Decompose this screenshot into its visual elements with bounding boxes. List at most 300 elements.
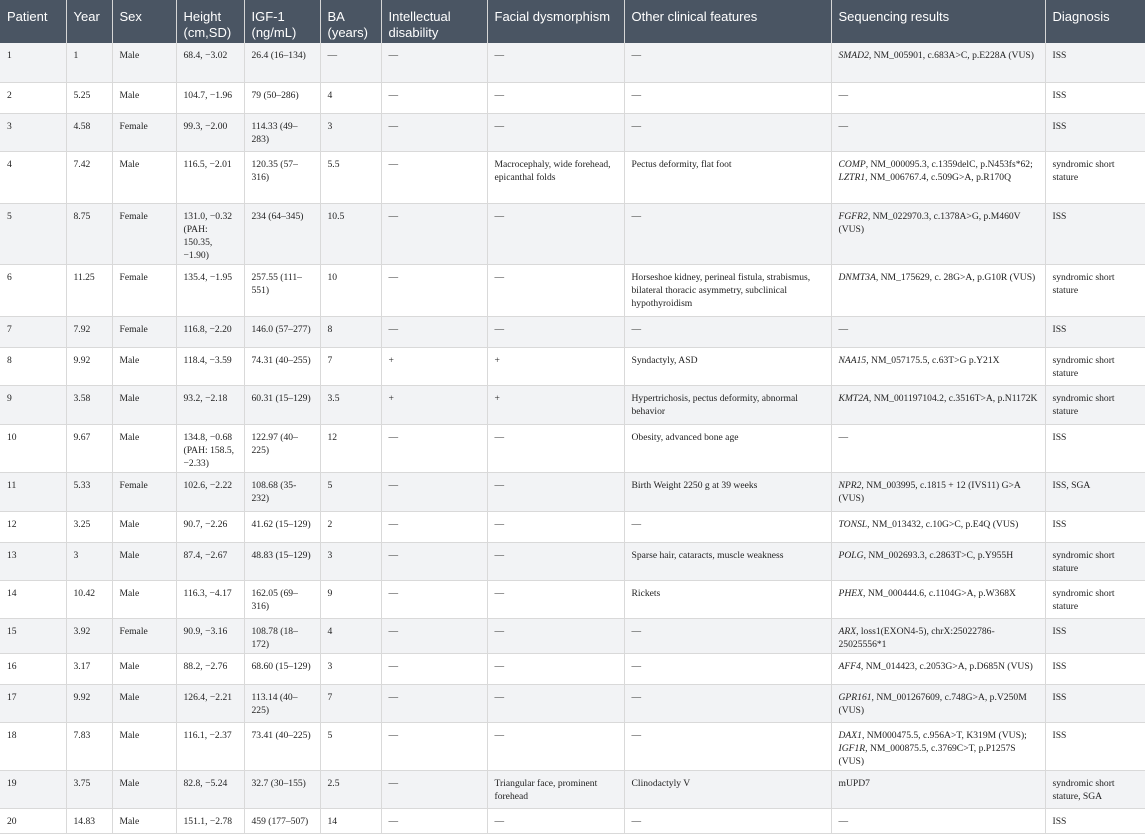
sequencing-results-cell bbox=[831, 264, 1045, 316]
facial-dysmorphism-cell: — bbox=[487, 316, 624, 347]
facial-dysmorphism-cell: — bbox=[487, 43, 624, 82]
table-row bbox=[0, 808, 1145, 833]
variant-entry bbox=[839, 432, 849, 443]
intellectual-disability-cell: — bbox=[381, 653, 487, 684]
other-features-cell: — bbox=[624, 43, 831, 82]
intellectual-disability-cell: — bbox=[381, 316, 487, 347]
variant-entry bbox=[839, 743, 1016, 767]
patient-cell: 3 bbox=[0, 113, 66, 151]
patient-cell: 11 bbox=[0, 472, 66, 511]
facial-dysmorphism-cell: — bbox=[487, 618, 624, 653]
table-body bbox=[0, 43, 1145, 833]
sex-cell: Male bbox=[112, 770, 176, 808]
column-header: Height (cm,SD) bbox=[176, 0, 244, 43]
igf1-cell: 146.0 (57–277) bbox=[244, 316, 320, 347]
diagnosis-cell: ISS, SGA bbox=[1045, 472, 1145, 511]
diagnosis-cell: ISS bbox=[1045, 316, 1145, 347]
intellectual-disability-cell: — bbox=[381, 43, 487, 82]
variant-detail: , NM_000875.5, c.3769C>T, p.P1257S (VUS) bbox=[838, 742, 1016, 767]
height-cell: 116.1, −2.37 bbox=[176, 722, 244, 770]
sex-cell: Male bbox=[112, 722, 176, 770]
sequencing-results-cell bbox=[831, 43, 1045, 82]
gene-symbol: NPR2 bbox=[838, 479, 862, 491]
height-cell: 90.9, −3.16 bbox=[176, 618, 244, 653]
variant-entry bbox=[839, 50, 1034, 61]
ba-cell: 2 bbox=[320, 511, 381, 542]
year-cell: 14.83 bbox=[66, 808, 112, 833]
ba-cell: 10.5 bbox=[320, 203, 381, 264]
year-cell: 5.33 bbox=[66, 472, 112, 511]
facial-dysmorphism-cell: — bbox=[487, 203, 624, 264]
igf1-cell: 114.33 (49–283) bbox=[244, 113, 320, 151]
facial-dysmorphism-cell: — bbox=[487, 424, 624, 472]
column-header: BA (years) bbox=[320, 0, 381, 43]
variant-detail: , NM_003995, c.1815 + 12 (IVS11) G>A (VUS) bbox=[838, 479, 1021, 504]
variant-detail: , NM_000444.6, c.1104G>A, p.W368X bbox=[863, 587, 1016, 599]
other-features-cell: Sparse hair, cataracts, muscle weakness bbox=[624, 542, 831, 580]
table-row bbox=[0, 770, 1145, 808]
facial-dysmorphism-cell: — bbox=[487, 684, 624, 722]
table-row bbox=[0, 580, 1145, 618]
patient-cell: 19 bbox=[0, 770, 66, 808]
sex-cell: Male bbox=[112, 542, 176, 580]
intellectual-disability-cell: — bbox=[381, 770, 487, 808]
height-cell: 68.4, −3.02 bbox=[176, 43, 244, 82]
table-row bbox=[0, 264, 1145, 316]
igf1-cell: 108.78 (18–172) bbox=[244, 618, 320, 653]
height-cell: 116.5, −2.01 bbox=[176, 151, 244, 203]
diagnosis-cell: ISS bbox=[1045, 511, 1145, 542]
other-features-cell: — bbox=[624, 316, 831, 347]
column-header: Patient bbox=[0, 0, 66, 43]
sequencing-results-cell bbox=[831, 347, 1045, 385]
sex-cell: Male bbox=[112, 347, 176, 385]
patient-cell: 20 bbox=[0, 808, 66, 833]
table-row bbox=[0, 511, 1145, 542]
igf1-cell: 234 (64–345) bbox=[244, 203, 320, 264]
ba-cell: 3 bbox=[320, 113, 381, 151]
column-header: Facial dysmorphism bbox=[487, 0, 624, 43]
igf1-cell: 122.97 (40–225) bbox=[244, 424, 320, 472]
intellectual-disability-cell: — bbox=[381, 264, 487, 316]
igf1-cell: 73.41 (40–225) bbox=[244, 722, 320, 770]
year-cell: 9.67 bbox=[66, 424, 112, 472]
height-cell: 99.3, −2.00 bbox=[176, 113, 244, 151]
igf1-cell: 459 (177–507) bbox=[244, 808, 320, 833]
diagnosis-cell: ISS bbox=[1045, 618, 1145, 653]
other-features-cell: Pectus deformity, flat foot bbox=[624, 151, 831, 203]
year-cell: 3.58 bbox=[66, 385, 112, 424]
year-cell: 11.25 bbox=[66, 264, 112, 316]
diagnosis-cell: ISS bbox=[1045, 82, 1145, 113]
facial-dysmorphism-cell: — bbox=[487, 472, 624, 511]
other-features-cell: — bbox=[624, 618, 831, 653]
ba-cell: 7 bbox=[320, 684, 381, 722]
other-features-cell: — bbox=[624, 113, 831, 151]
patient-cell: 10 bbox=[0, 424, 66, 472]
year-cell: 7.83 bbox=[66, 722, 112, 770]
facial-dysmorphism-cell: — bbox=[487, 722, 624, 770]
intellectual-disability-cell: — bbox=[381, 472, 487, 511]
facial-dysmorphism-cell: + bbox=[487, 347, 624, 385]
ba-cell: 4 bbox=[320, 82, 381, 113]
year-cell: 3.75 bbox=[66, 770, 112, 808]
sequencing-results-cell bbox=[831, 722, 1045, 770]
variant-entry bbox=[839, 550, 1014, 561]
diagnosis-cell: syndromic short stature bbox=[1045, 151, 1145, 203]
variant-detail: , NM_000095.3, c.1359delC, p.N453fs*62; bbox=[865, 158, 1033, 170]
height-cell: 93.2, −2.18 bbox=[176, 385, 244, 424]
column-header: Diagnosis bbox=[1052, 9, 1110, 24]
column-header: Sequencing results bbox=[831, 0, 1045, 43]
variant-entry bbox=[839, 121, 849, 132]
igf1-cell: 68.60 (15–129) bbox=[244, 653, 320, 684]
year-cell: 10.42 bbox=[66, 580, 112, 618]
height-cell: 82.8, −5.24 bbox=[176, 770, 244, 808]
sex-cell: Female bbox=[112, 316, 176, 347]
height-cell: 88.2, −2.76 bbox=[176, 653, 244, 684]
intellectual-disability-cell: — bbox=[381, 424, 487, 472]
patient-cell: 5 bbox=[0, 203, 66, 264]
height-cell: 151.1, −2.78 bbox=[176, 808, 244, 833]
patient-cell: 7 bbox=[0, 316, 66, 347]
variant-entry bbox=[839, 355, 1000, 366]
other-features-cell: Syndactyly, ASD bbox=[624, 347, 831, 385]
diagnosis-cell: syndromic short stature bbox=[1045, 347, 1145, 385]
sequencing-results-cell bbox=[831, 316, 1045, 347]
ba-cell: 3 bbox=[320, 653, 381, 684]
sequencing-results-cell bbox=[831, 808, 1045, 833]
table-row bbox=[0, 82, 1145, 113]
variant-detail: , NM_013432, c.10G>C, p.E4Q (VUS) bbox=[867, 518, 1019, 530]
sex-cell: Male bbox=[112, 424, 176, 472]
facial-dysmorphism-cell: — bbox=[487, 580, 624, 618]
height-cell: 116.8, −2.20 bbox=[176, 316, 244, 347]
variant-detail: , NM_022970.3, c.1378A>G, p.M460V (VUS) bbox=[838, 210, 1021, 235]
variant-entry bbox=[839, 211, 1021, 235]
gene-symbol: DNMT3A bbox=[838, 271, 876, 283]
variant-detail: , NM000475.5, c.956A>T, K319M (VUS); bbox=[861, 729, 1027, 741]
patient-cell: 9 bbox=[0, 385, 66, 424]
year-cell: 1 bbox=[66, 43, 112, 82]
ba-cell: 5 bbox=[320, 472, 381, 511]
facial-dysmorphism-cell: Triangular face, prominent forehead bbox=[487, 770, 624, 808]
table-row bbox=[0, 424, 1145, 472]
sequencing-results-cell bbox=[831, 82, 1045, 113]
patient-cell: 4 bbox=[0, 151, 66, 203]
year-cell: 8.75 bbox=[66, 203, 112, 264]
sequencing-results-cell bbox=[831, 580, 1045, 618]
column-header: Sex bbox=[112, 0, 176, 43]
other-features-cell: — bbox=[624, 684, 831, 722]
sex-cell: Female bbox=[112, 472, 176, 511]
intellectual-disability-cell: — bbox=[381, 722, 487, 770]
variant-entry bbox=[839, 324, 849, 335]
diagnosis-cell: ISS bbox=[1045, 684, 1145, 722]
sequencing-results-cell bbox=[831, 113, 1045, 151]
year-cell: 3 bbox=[66, 542, 112, 580]
diagnosis-cell: ISS bbox=[1045, 203, 1145, 264]
variant-detail: — bbox=[838, 89, 849, 101]
year-cell: 5.25 bbox=[66, 82, 112, 113]
gene-symbol: IGF1R bbox=[838, 742, 866, 754]
patient-cell: 2 bbox=[0, 82, 66, 113]
sequencing-results-cell bbox=[831, 684, 1045, 722]
facial-dysmorphism-cell: — bbox=[487, 113, 624, 151]
variant-entry bbox=[839, 692, 1027, 716]
sex-cell: Male bbox=[112, 808, 176, 833]
facial-dysmorphism-cell: Macrocephaly, wide forehead, epicanthal folds bbox=[487, 151, 624, 203]
diagnosis-cell: syndromic short stature bbox=[1045, 580, 1145, 618]
table-row bbox=[0, 316, 1145, 347]
igf1-cell: 79 (50–286) bbox=[244, 82, 320, 113]
variant-detail: — bbox=[838, 120, 849, 132]
height-cell: 135.4, −1.95 bbox=[176, 264, 244, 316]
sequencing-results-cell bbox=[831, 542, 1045, 580]
table-header-row bbox=[0, 0, 1145, 43]
ba-cell: 4 bbox=[320, 618, 381, 653]
igf1-cell: 41.62 (15–129) bbox=[244, 511, 320, 542]
variant-detail: , NM_006767.4, c.509G>A, p.R170Q bbox=[865, 171, 1012, 183]
gene-symbol: NAA15 bbox=[838, 354, 867, 366]
intellectual-disability-cell: — bbox=[381, 580, 487, 618]
intellectual-disability-cell: + bbox=[381, 385, 487, 424]
variant-detail: , NM_001267609, c.748G>A, p.V250M (VUS) bbox=[838, 691, 1027, 716]
table-row bbox=[0, 618, 1145, 653]
other-features-cell: — bbox=[624, 653, 831, 684]
variant-entry bbox=[839, 480, 1021, 504]
sequencing-results-cell bbox=[831, 653, 1045, 684]
sex-cell: Male bbox=[112, 82, 176, 113]
other-features-cell: Hypertrichosis, pectus deformity, abnormal behavior bbox=[624, 385, 831, 424]
sequencing-results-cell bbox=[831, 203, 1045, 264]
year-cell: 4.58 bbox=[66, 113, 112, 151]
year-cell: 3.17 bbox=[66, 653, 112, 684]
ba-cell: — bbox=[320, 43, 381, 82]
igf1-cell: 120.35 (57–316) bbox=[244, 151, 320, 203]
sex-cell: Female bbox=[112, 264, 176, 316]
height-cell: 118.4, −3.59 bbox=[176, 347, 244, 385]
other-features-cell: — bbox=[624, 722, 831, 770]
patient-cell: 13 bbox=[0, 542, 66, 580]
sex-cell: Female bbox=[112, 618, 176, 653]
other-features-cell: Clinodactyly V bbox=[624, 770, 831, 808]
year-cell: 3.25 bbox=[66, 511, 112, 542]
height-cell: 104.7, −1.96 bbox=[176, 82, 244, 113]
diagnosis-cell: syndromic short stature, SGA bbox=[1045, 770, 1145, 808]
gene-symbol: DAX1 bbox=[838, 729, 862, 741]
table-row bbox=[0, 113, 1145, 151]
gene-symbol: FGFR2 bbox=[838, 210, 868, 222]
diagnosis-cell: ISS bbox=[1045, 808, 1145, 833]
variant-detail: , NM_001197104.2, c.3516T>A, p.N1172K bbox=[868, 392, 1038, 404]
intellectual-disability-cell: — bbox=[381, 618, 487, 653]
sequencing-results-cell bbox=[831, 151, 1045, 203]
table-row bbox=[0, 43, 1145, 82]
igf1-cell: 162.05 (69–316) bbox=[244, 580, 320, 618]
variant-detail: — bbox=[838, 323, 849, 335]
sex-cell: Male bbox=[112, 653, 176, 684]
igf1-cell: 48.83 (15–129) bbox=[244, 542, 320, 580]
sex-cell: Male bbox=[112, 580, 176, 618]
sex-cell: Male bbox=[112, 684, 176, 722]
sequencing-results-cell bbox=[831, 424, 1045, 472]
patient-cell: 14 bbox=[0, 580, 66, 618]
facial-dysmorphism-cell: — bbox=[487, 542, 624, 580]
intellectual-disability-cell: — bbox=[381, 203, 487, 264]
sex-cell: Male bbox=[112, 43, 176, 82]
ba-cell: 3 bbox=[320, 542, 381, 580]
patient-cell: 15 bbox=[0, 618, 66, 653]
other-features-cell: — bbox=[624, 511, 831, 542]
facial-dysmorphism-cell: — bbox=[487, 653, 624, 684]
year-cell: 7.42 bbox=[66, 151, 112, 203]
sex-cell: Female bbox=[112, 203, 176, 264]
gene-symbol: TONSL bbox=[838, 518, 868, 530]
igf1-cell: 113.14 (40–225) bbox=[244, 684, 320, 722]
patient-cell: 8 bbox=[0, 347, 66, 385]
intellectual-disability-cell: — bbox=[381, 113, 487, 151]
variant-entry bbox=[839, 172, 1012, 183]
variant-detail: , NM_014423, c.2053G>A, p.D685N (VUS) bbox=[860, 660, 1033, 672]
gene-symbol: AFF4 bbox=[838, 660, 861, 672]
intellectual-disability-cell: — bbox=[381, 808, 487, 833]
intellectual-disability-cell: — bbox=[381, 542, 487, 580]
other-features-cell: — bbox=[624, 203, 831, 264]
other-features-cell: Rickets bbox=[624, 580, 831, 618]
intellectual-disability-cell: — bbox=[381, 151, 487, 203]
sequencing-results-cell bbox=[831, 472, 1045, 511]
variant-entry bbox=[839, 159, 1033, 170]
gene-symbol: GPR161 bbox=[838, 691, 872, 703]
igf1-cell: 26.4 (16–134) bbox=[244, 43, 320, 82]
other-features-cell: — bbox=[624, 808, 831, 833]
sex-cell: Male bbox=[112, 511, 176, 542]
variant-entry bbox=[839, 778, 870, 789]
diagnosis-cell: ISS bbox=[1045, 653, 1145, 684]
patient-cell: 18 bbox=[0, 722, 66, 770]
table-row bbox=[0, 542, 1145, 580]
height-cell: 102.6, −2.22 bbox=[176, 472, 244, 511]
table-row bbox=[0, 347, 1145, 385]
year-cell: 3.92 bbox=[66, 618, 112, 653]
diagnosis-cell: ISS bbox=[1045, 722, 1145, 770]
facial-dysmorphism-cell: — bbox=[487, 264, 624, 316]
column-header: Intellectual disability bbox=[381, 0, 487, 43]
igf1-cell: 108.68 (35-232) bbox=[244, 472, 320, 511]
table-row bbox=[0, 385, 1145, 424]
sequencing-results-cell bbox=[831, 511, 1045, 542]
facial-dysmorphism-cell: + bbox=[487, 385, 624, 424]
table-row bbox=[0, 684, 1145, 722]
intellectual-disability-cell: — bbox=[381, 82, 487, 113]
sequencing-results-cell bbox=[831, 770, 1045, 808]
patient-cell: 16 bbox=[0, 653, 66, 684]
patient-cell: 17 bbox=[0, 684, 66, 722]
igf1-cell: 74.31 (40–255) bbox=[244, 347, 320, 385]
variant-entry bbox=[839, 393, 1038, 404]
variant-detail: , NM_002693.3, c.2863T>C, p.Y955H bbox=[863, 549, 1014, 561]
gene-symbol: COMP bbox=[838, 158, 866, 170]
sex-cell: Female bbox=[112, 113, 176, 151]
table-row bbox=[0, 472, 1145, 511]
variant-entry bbox=[839, 816, 849, 827]
ba-cell: 14 bbox=[320, 808, 381, 833]
height-cell: 131.0, −0.32 (PAH: 150.35, −1.90) bbox=[176, 203, 244, 264]
ba-cell: 3.5 bbox=[320, 385, 381, 424]
table-row bbox=[0, 722, 1145, 770]
diagnosis-cell: syndromic short stature bbox=[1045, 264, 1145, 316]
variant-entry bbox=[839, 272, 1036, 283]
intellectual-disability-cell: — bbox=[381, 684, 487, 722]
ba-cell: 5 bbox=[320, 722, 381, 770]
ba-cell: 8 bbox=[320, 316, 381, 347]
intellectual-disability-cell: — bbox=[381, 511, 487, 542]
variant-entry bbox=[839, 519, 1019, 530]
table-row bbox=[0, 203, 1145, 264]
diagnosis-cell: syndromic short stature bbox=[1045, 542, 1145, 580]
sex-cell: Male bbox=[112, 385, 176, 424]
patient-cell: 6 bbox=[0, 264, 66, 316]
facial-dysmorphism-cell: — bbox=[487, 82, 624, 113]
year-cell: 7.92 bbox=[66, 316, 112, 347]
igf1-cell: 60.31 (15–129) bbox=[244, 385, 320, 424]
variant-detail: , NM_175629, c. 28G>A, p.G10R (VUS) bbox=[875, 271, 1036, 283]
variant-detail: mUPD7 bbox=[838, 777, 870, 789]
variant-entry bbox=[839, 626, 995, 650]
facial-dysmorphism-cell: — bbox=[487, 511, 624, 542]
gene-symbol: SMAD2 bbox=[838, 50, 869, 61]
height-cell: 87.4, −2.67 bbox=[176, 542, 244, 580]
ba-cell: 2.5 bbox=[320, 770, 381, 808]
diagnosis-cell: ISS bbox=[1045, 43, 1145, 82]
height-cell: 90.7, −2.26 bbox=[176, 511, 244, 542]
year-cell: 9.92 bbox=[66, 347, 112, 385]
variant-entry bbox=[839, 90, 849, 101]
gene-symbol: POLG bbox=[838, 549, 864, 561]
variant-entry bbox=[839, 730, 1027, 741]
patient-cell: 1 bbox=[0, 43, 66, 82]
diagnosis-cell: ISS bbox=[1045, 424, 1145, 472]
height-cell: 116.3, −4.17 bbox=[176, 580, 244, 618]
table-row bbox=[0, 653, 1145, 684]
other-features-cell: Birth Weight 2250 g at 39 weeks bbox=[624, 472, 831, 511]
column-header: Year bbox=[66, 0, 112, 43]
gene-symbol: ARX bbox=[838, 625, 857, 637]
variant-detail: , NM_057175.5, c.63T>G p.Y21X bbox=[866, 354, 1000, 366]
ba-cell: 5.5 bbox=[320, 151, 381, 203]
variant-entry bbox=[839, 588, 1016, 599]
year-cell: 9.92 bbox=[66, 684, 112, 722]
column-header: IGF-1 (ng/mL) bbox=[244, 0, 320, 43]
other-features-cell: Obesity, advanced bone age bbox=[624, 424, 831, 472]
igf1-cell: 32.7 (30–155) bbox=[244, 770, 320, 808]
sequencing-results-cell bbox=[831, 618, 1045, 653]
patient-cell: 12 bbox=[0, 511, 66, 542]
ba-cell: 12 bbox=[320, 424, 381, 472]
table-row bbox=[0, 151, 1145, 203]
intellectual-disability-cell: + bbox=[381, 347, 487, 385]
diagnosis-cell: syndromic short stature bbox=[1045, 385, 1145, 424]
gene-symbol: KMT2A bbox=[838, 392, 869, 404]
other-features-cell: Horseshoe kidney, perineal fistula, strabismus, bilateral thoracic asymmetry, subclinical hypothyroidism bbox=[624, 264, 831, 316]
other-features-cell: — bbox=[624, 82, 831, 113]
height-cell: 126.4, −2.21 bbox=[176, 684, 244, 722]
variant-detail: — bbox=[838, 431, 849, 443]
variant-detail: — bbox=[838, 815, 849, 827]
sequencing-results-cell bbox=[831, 385, 1045, 424]
variant-detail: , NM_005901, c.683A>C, p.E228A (VUS) bbox=[868, 50, 1034, 61]
